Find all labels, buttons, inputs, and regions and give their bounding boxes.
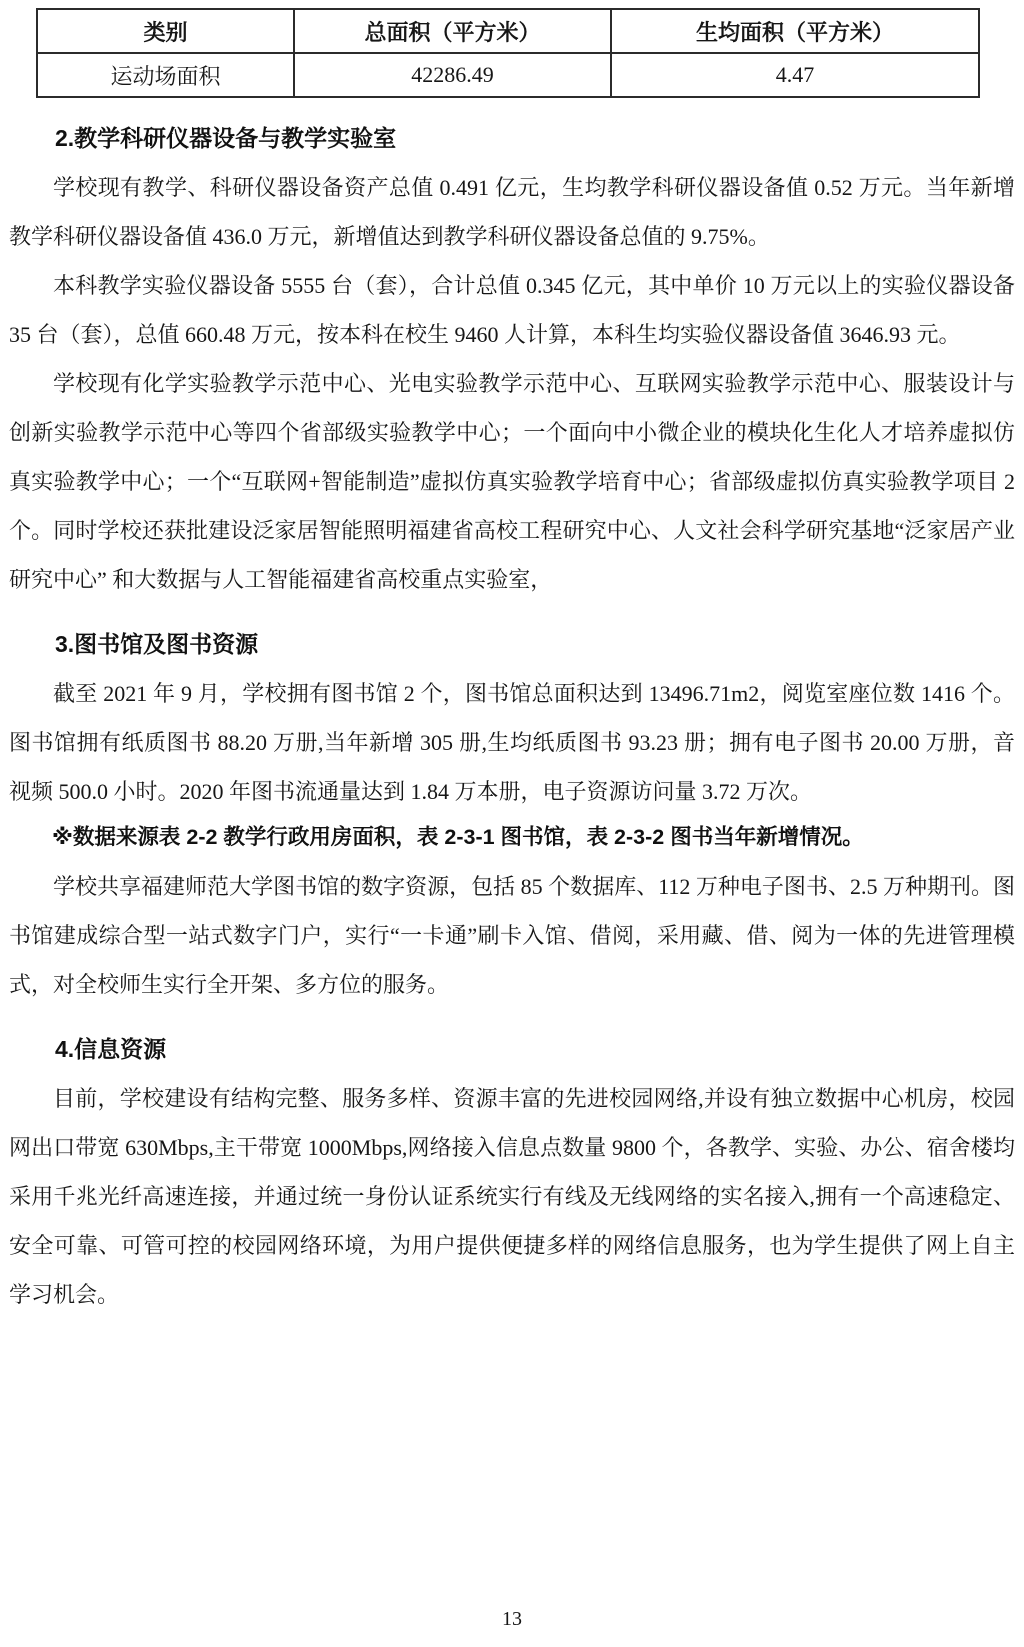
area-table <box>36 8 980 98</box>
section-heading-equipment: 2.教学科研仪器设备与教学实验室 <box>55 125 397 151</box>
table-header-cell-category: 类别 <box>37 9 294 53</box>
data-source-note: ※数据来源表 2-2 教学行政用房面积，表 2-3-1 图书馆，表 2-3-2 图书当年新增情况。 <box>52 825 864 849</box>
paragraph-shared-resources: 学校共享福建师范大学图书馆的数字资源，包括 85 个数据库、112 万种电子图书、2.5 万种期刊。图书馆建成综合型一站式数字门户，实行“一卡通”刷卡入馆、借阅，采用藏、借、阅为一体的先进管理模式，对全校师生实行全开架、多方位的服务。 <box>9 874 1015 997</box>
table-header-cell-per-student-area: 生均面积（平方米） <box>611 9 979 53</box>
table-cell-total-area: 42286.49 <box>294 53 611 97</box>
table-cell-category: 运动场面积 <box>37 53 294 97</box>
section-heading-library: 3.图书馆及图书资源 <box>55 631 259 657</box>
paragraph-campus-network: 目前，学校建设有结构完整、服务多样、资源丰富的先进校园网络,并设有独立数据中心机房，校园网出口带宽 630Mbps,主干带宽 1000Mbps,网络接入信息点数量 9800 个，各教学、实验、办公、宿舍楼均采用千兆光纤高速连接，并通过统一身份认证系统实行有线及无线网络的实名接入,拥有一个高速稳定、安全可靠、可管可控的校园网络环境，为用户提供便捷多样的网络信息服务，也为学生提供了网上自主学习机会。 <box>9 1086 1015 1307</box>
paragraph-equipment-value: 学校现有教学、科研仪器设备资产总值 0.491 亿元，生均教学科研仪器设备值 0.52 万元。当年新增教学科研仪器设备值 436.0 万元，新增值达到教学科研仪器设备总值的 9.75%。 <box>9 175 1015 249</box>
paragraph-lab-equipment: 本科教学实验仪器设备 5555 台（套），合计总值 0.345 亿元，其中单价 10 万元以上的实验仪器设备 35 台（套），总值 660.48 万元，按本科在校生 9460 人计算，本科生均实验仪器设备值 3646.93 元。 <box>9 273 1015 347</box>
page-number: 13 <box>502 1608 522 1630</box>
paragraph-demo-centers: 学校现有化学实验教学示范中心、光电实验教学示范中心、互联网实验教学示范中心、服装设计与创新实验教学示范中心等四个省部级实验教学中心；一个面向中小微企业的模块化生化人才培养虚拟仿真实验教学中心；一个“互联网+智能制造”虚拟仿真实验教学培育中心；省部级虚拟仿真实验教学项目 2 个。同时学校还获批建设泛家居智能照明福建省高校工程研究中心、人文社会科学研究基地“泛家居产业研究中心” 和大数据与人工智能福建省高校重点实验室， <box>9 371 1015 592</box>
paragraph-library-stats: 截至 2021 年 9 月，学校拥有图书馆 2 个，图书馆总面积达到 13496.71m2，阅览室座位数 1416 个。图书馆拥有纸质图书 88.20 万册,当年新增 305 册,生均纸质图书 93.23 册；拥有电子图书 20.00 万册，音视频 500.0 小时。2020 年图书流通量达到 1.84 万本册，电子资源访问量 3.72 万次。 <box>9 681 1015 804</box>
table-header-row <box>37 9 979 53</box>
table-row <box>37 53 979 97</box>
table-header-cell-total-area: 总面积（平方米） <box>294 9 611 53</box>
table-cell-per-student-area: 4.47 <box>611 53 979 97</box>
section-heading-information: 4.信息资源 <box>55 1036 167 1062</box>
